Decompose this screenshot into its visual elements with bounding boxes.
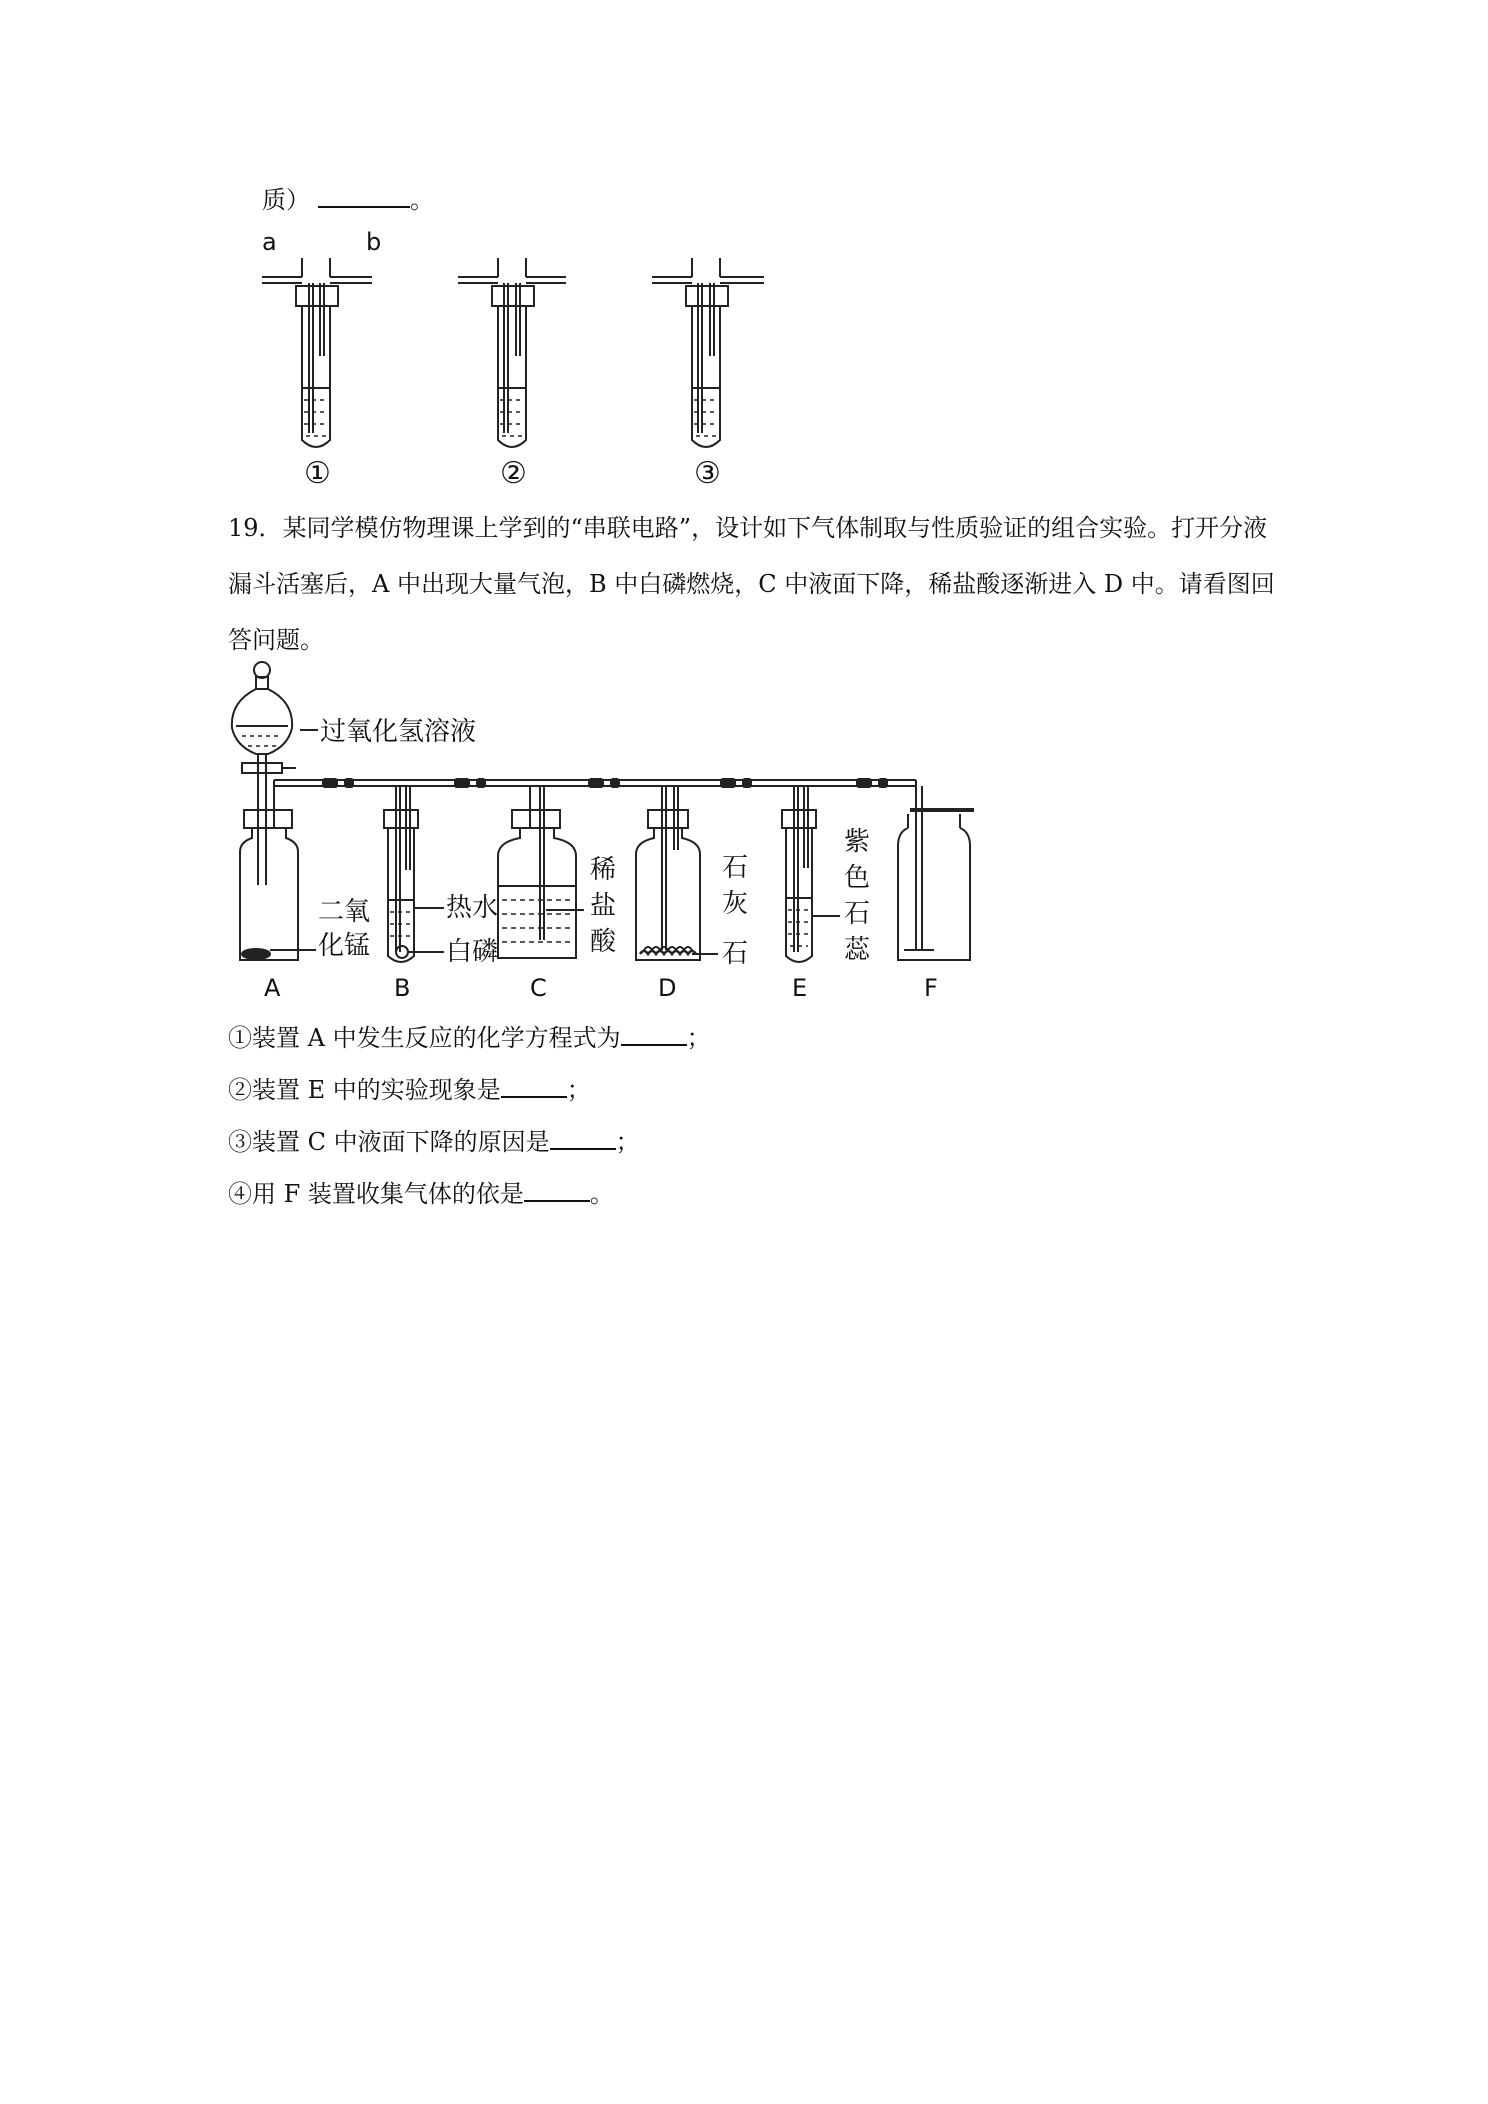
fragment-line	[262, 180, 434, 215]
subquestion-3	[228, 1122, 640, 1157]
answer-blank	[524, 1200, 590, 1202]
test-tube-1	[262, 258, 372, 447]
figure-test-tubes	[0, 228, 1488, 488]
funnel-label: 过氧化氢溶液	[320, 717, 477, 747]
caption-1: ①	[304, 456, 331, 488]
subquestion-1-text: ①装置 A 中发生反应的化学方程式为	[228, 1024, 621, 1052]
test-tube-2	[458, 258, 566, 447]
subquestion-2-end: ；	[566, 1076, 591, 1104]
subquestion-1-end: ；	[686, 1024, 711, 1052]
label-b: b	[366, 228, 382, 256]
apparatus-c	[498, 786, 576, 958]
e-label-char-1: 紫	[844, 827, 871, 857]
e-label-char-2: 色	[844, 863, 871, 893]
question-19: 19．某同学模仿物理课上学到的“串联电路”，设计如下气体制取与性质验证的组合实验。打开分液漏斗活塞后，A 中出现大量气泡，B 中白磷燃烧，C 中液面下降，稀盐酸逐渐进入 D 中。请看图回答问题。	[228, 514, 1275, 654]
label-d-apparatus: D	[658, 974, 677, 1002]
e-label-char-4: 蕊	[844, 935, 871, 965]
subquestion-2-text: ②装置 E 中的实验现象是	[228, 1076, 501, 1104]
b-label-1: 热水	[446, 893, 499, 923]
test-tube-3	[652, 258, 764, 447]
c-label-char-3: 酸	[590, 927, 617, 957]
apparatus-f	[898, 810, 974, 960]
apparatus-e	[782, 786, 816, 962]
answer-blank	[550, 1148, 616, 1150]
d-label-char-3: 石	[722, 939, 749, 969]
figure-apparatus	[0, 650, 1488, 1010]
label-a: a	[262, 228, 277, 256]
apparatus-d	[636, 786, 700, 960]
label-c-apparatus: C	[530, 974, 547, 1002]
b-label-2: 白磷	[446, 937, 499, 967]
subquestion-4-end: 。	[589, 1180, 614, 1208]
apparatus-a	[240, 786, 298, 960]
label-a-apparatus: A	[264, 974, 281, 1002]
subquestion-3-end: ；	[615, 1128, 640, 1156]
caption-2: ②	[500, 456, 527, 488]
separatory-funnel	[232, 662, 318, 885]
label-e-apparatus: E	[792, 974, 808, 1002]
fragment-text: 质）	[262, 186, 310, 214]
answer-blank	[501, 1096, 567, 1098]
answer-blank	[318, 206, 410, 208]
subquestion-4-text: ④用 F 装置收集气体的依是	[228, 1180, 524, 1208]
subquestion-3-text: ③装置 C 中液面下降的原因是	[228, 1128, 550, 1156]
a-label-2: 化锰	[318, 931, 371, 961]
c-label-char-2: 盐	[590, 891, 617, 921]
caption-3: ③	[694, 456, 721, 488]
d-label-char-1: 石	[722, 853, 749, 883]
label-b-apparatus: B	[394, 974, 411, 1002]
subquestion-2	[228, 1070, 591, 1105]
d-label-char-2: 灰	[722, 889, 749, 919]
e-label-char-3: 石	[844, 899, 871, 929]
fragment-end: 。	[410, 186, 434, 214]
a-label-1: 二氧	[318, 897, 371, 927]
answer-blank	[621, 1044, 687, 1046]
c-label-char-1: 稀	[590, 855, 617, 885]
subquestion-4	[228, 1174, 614, 1209]
apparatus-b	[384, 786, 418, 962]
label-f-apparatus: F	[924, 974, 938, 1002]
subquestion-1	[228, 1018, 711, 1053]
